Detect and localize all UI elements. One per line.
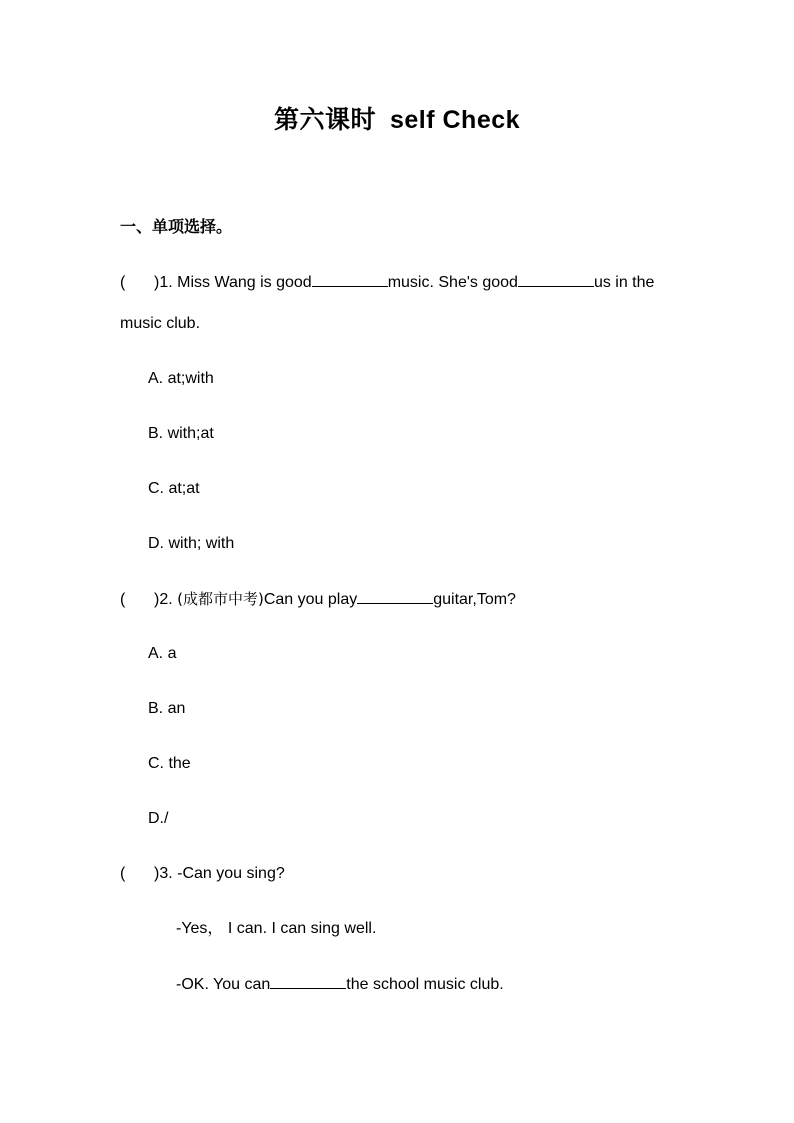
question-text: guitar,Tom?: [433, 591, 516, 608]
option-d: D./: [148, 810, 169, 827]
section-heading: 一、单项选择。: [120, 217, 233, 236]
question-number: )1.: [154, 274, 173, 291]
answer-paren: (: [120, 274, 126, 291]
question-1: [120, 272, 654, 293]
question-text: the school music club.: [346, 976, 504, 993]
question-text: Can you play: [263, 591, 358, 608]
title-chinese: 第六课时: [273, 105, 376, 134]
option-a: A. at;with: [148, 370, 214, 387]
question-1-continuation: music club.: [120, 315, 201, 332]
answer-blank: [357, 589, 433, 604]
dialogue-line: [176, 974, 504, 995]
dialogue-line: -Yes， I can. I can sing well.: [176, 920, 377, 937]
title-english: self Check: [389, 106, 521, 134]
question-number: )2.: [154, 591, 173, 608]
question-text: -Can you sing?: [177, 865, 285, 882]
question-text: -OK. You can: [176, 976, 271, 993]
answer-paren: (: [120, 865, 126, 882]
question-3: [120, 864, 285, 884]
page-title: [0, 100, 794, 136]
answer-blank: [312, 272, 388, 287]
option-b: B. with;at: [148, 425, 214, 442]
answer-blank: [270, 974, 346, 989]
question-text: us in the: [593, 274, 655, 291]
question-number: )3.: [154, 865, 173, 882]
question-text: Miss Wang is good: [177, 274, 312, 291]
question-2: [120, 589, 516, 610]
option-d: D. with; with: [148, 535, 235, 552]
option-c: C. at;at: [148, 480, 200, 497]
option-a: A. a: [148, 645, 177, 662]
option-c: C. the: [148, 755, 191, 772]
question-source: (成都市中考): [177, 590, 264, 608]
option-b: B. an: [148, 700, 186, 717]
question-text: music. She's good: [387, 274, 518, 291]
answer-blank: [518, 272, 594, 287]
answer-paren: (: [120, 591, 126, 608]
